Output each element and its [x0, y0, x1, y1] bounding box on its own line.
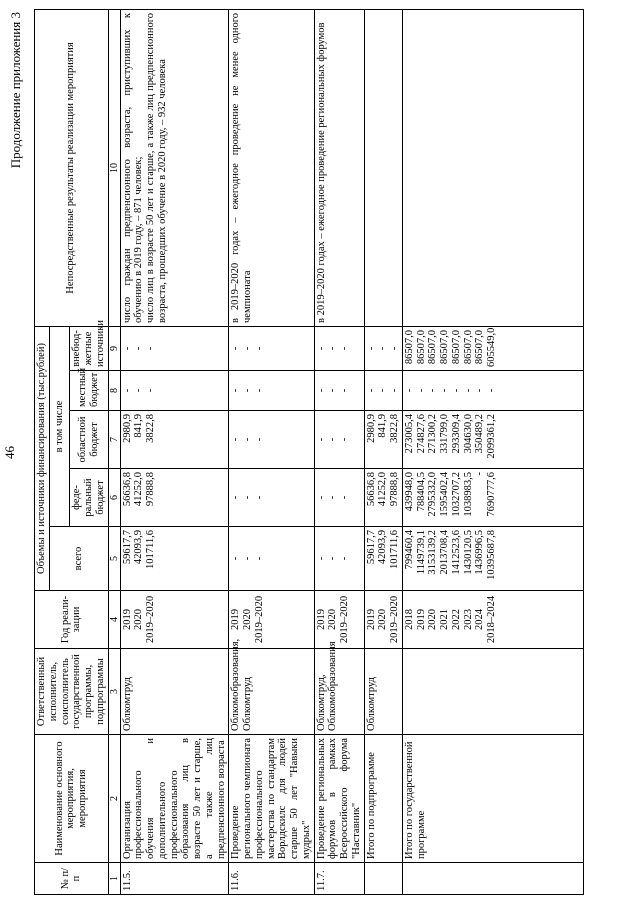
row-extra: - - -: [314, 326, 364, 370]
row-num: 11.7.: [314, 863, 364, 895]
column-number: 1: [108, 863, 120, 895]
row-regional: 2980,9 841,9 3822,8: [364, 411, 402, 469]
row-extra: 86507,0 86507,0 86507,0 86507,0 86507,0 86507,0 86507,0 605549,0: [402, 326, 583, 370]
header-name: Наименование основного мероприятия, мероприятия: [35, 735, 109, 863]
row-local: - - -: [120, 371, 229, 411]
header-results: Непосредственные результаты реализации мероприятия: [35, 9, 109, 326]
row-extra: - - -: [229, 326, 314, 370]
row-executor: Облкомобразования, Облкомтруд: [229, 649, 314, 735]
row-years: 2019 2020 2019–2020: [120, 591, 229, 649]
row-result: в 2019–2020 годах – ежегодное проведение региональных форумов: [314, 9, 364, 326]
column-number: 7: [108, 411, 120, 469]
row-executor: Облкомтруд: [120, 649, 229, 735]
row-result: число граждан предпенсионного возраста, приступивших к обучению в 2019 году, – 871 человек; число лиц в возрасте 50 лет и старше, а также лиц предпенсионного возраста, прошедших обучение в 2020 году, – 932 человека: [120, 9, 229, 326]
row-num: 11.5.: [120, 863, 229, 895]
row-years: 2019 2020 2019–2020: [314, 591, 364, 649]
continuation-title: Продолжение приложения 3: [8, 12, 23, 169]
row-name: Итого по подпрограмме: [364, 735, 402, 863]
header-local: местный бюджет: [70, 371, 108, 411]
row-regional: 2980,9 841,9 3822,8: [120, 411, 229, 469]
row-num: 11.6.: [229, 863, 314, 895]
row-local: - - - - - - - -: [402, 371, 583, 411]
table-row: [120, 9, 229, 894]
column-number: 9: [108, 326, 120, 370]
row-extra: - - -: [120, 326, 229, 370]
row-federal: 56636,8 41252,0 97888,8: [120, 469, 229, 527]
row-result: [364, 9, 402, 326]
row-total: 59617,7 42093,9 101711,6: [120, 527, 229, 591]
row-federal: - - -: [314, 469, 364, 527]
row-federal: - - -: [229, 469, 314, 527]
header-federal: феде-ральный бюджет: [70, 469, 108, 527]
header-in-that: в том числе: [49, 326, 70, 526]
row-total: 799460,4 1149739,1 3153139,2 2013708,4 1412523,6 1430120,5 1436996,5 10395687,8: [402, 527, 583, 591]
header-total: всего: [49, 527, 108, 591]
row-num: [402, 863, 583, 895]
table-row: [314, 9, 364, 894]
header-financing: Объемы и источники финансирования (тыс.рублей): [35, 326, 50, 590]
financing-table: [34, 9, 584, 895]
table-row-subtotal: [364, 9, 402, 894]
page-number: 46: [2, 446, 17, 459]
row-regional: 273005,4 274827,6 271300,2 331799,0 293309,4 304630,0 350489,2 2099361,2: [402, 411, 583, 469]
table-row: [229, 9, 314, 894]
column-number: 3: [108, 649, 120, 735]
header-num: № п/п: [35, 863, 109, 895]
row-name: Итого по государственной программе: [402, 735, 583, 863]
row-years: 2019 2020 2019–2020: [364, 591, 402, 649]
row-result: [402, 9, 583, 326]
column-number: 6: [108, 469, 120, 527]
row-num: [364, 863, 402, 895]
column-number: 8: [108, 371, 120, 411]
row-local: - - -: [314, 371, 364, 411]
row-local: - - -: [364, 371, 402, 411]
header-year: Год реали-зации: [35, 591, 109, 649]
row-federal: 56636,8 41252,0 97888,8: [364, 469, 402, 527]
row-federal: 439948,0 788404,5 2795332,0 1595402,4 1032707,2 1038983,5 - 7690777,6: [402, 469, 583, 527]
header-extra: внебюд-жетные источники: [70, 326, 108, 370]
row-years: 2018 2019 2020 2021 2022 2023 2024 2018–2024: [402, 591, 583, 649]
row-name: Проведение регионального чемпионата профессионального мастерства по стандартам Ворлдскилс для людей старше 50 лет "Навыки мудрых": [229, 735, 314, 863]
row-total: - - -: [229, 527, 314, 591]
row-regional: - - -: [229, 411, 314, 469]
row-executor: Облкомтруд: [364, 649, 402, 735]
row-executor: [402, 649, 583, 735]
table-row-total: [402, 9, 583, 894]
row-local: - - -: [229, 371, 314, 411]
column-number: 10: [108, 9, 120, 326]
row-name: Организация профессионального обучения и дополнительного профессионального образования лиц в возрасте 50 лет и старше, а также лиц предпенсионного возраста: [120, 735, 229, 863]
column-number: 5: [108, 527, 120, 591]
row-executor: Облкомтруд, Облкомобразования: [314, 649, 364, 735]
row-years: 2019 2020 2019–2020: [229, 591, 314, 649]
column-number: 2: [108, 735, 120, 863]
row-total: 59617,7 42093,9 101711,6: [364, 527, 402, 591]
row-total: - - -: [314, 527, 364, 591]
column-number: 4: [108, 591, 120, 649]
row-name: Проведение региональных форумов в рамках Всероссийского форума "Наставник": [314, 735, 364, 863]
header-executor: Ответственный исполнитель, соисполнитель государственной программы, подпрограммы: [35, 649, 109, 735]
row-result: в 2019–2020 годах – ежегодное проведение не менее одного чемпионата: [229, 9, 314, 326]
header-regional: областной бюджет: [70, 411, 108, 469]
row-regional: - - -: [314, 411, 364, 469]
row-extra: - - -: [364, 326, 402, 370]
